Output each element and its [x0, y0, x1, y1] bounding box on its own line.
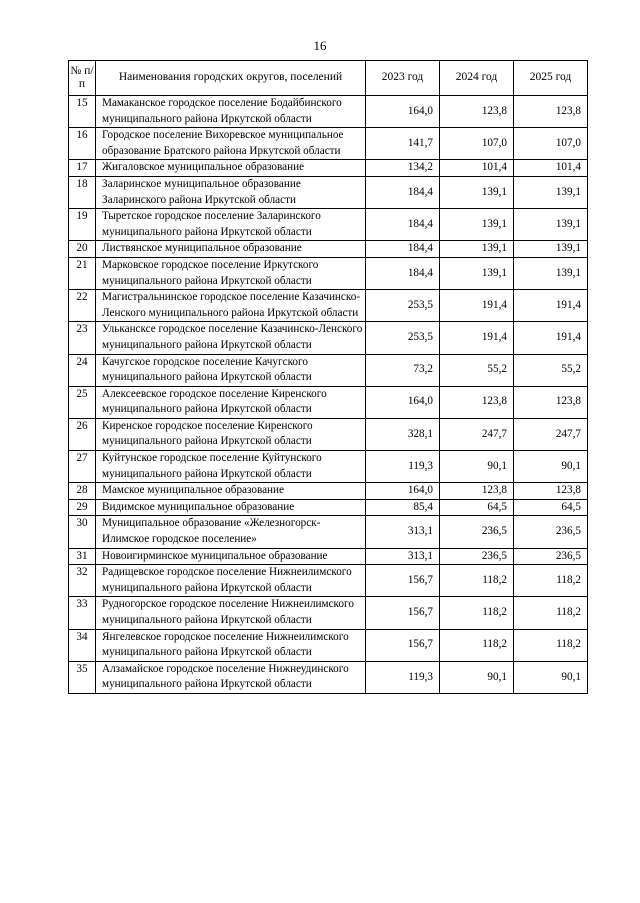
header-name: Наименования городских округов, поселений [96, 61, 366, 96]
value-2023: 119,3 [366, 661, 440, 693]
row-name: Киренское городское поселение Киренского муниципального района Иркутской области [96, 418, 366, 450]
row-number: 24 [69, 354, 96, 386]
row-number: 16 [69, 128, 96, 160]
value-2024: 247,7 [440, 418, 514, 450]
value-2023: 156,7 [366, 597, 440, 629]
table-row [69, 257, 588, 289]
value-2025: 139,1 [514, 241, 588, 258]
row-name: Заларинское муниципальное образование Заларинского района Иркутской области [96, 176, 366, 208]
value-2023: 85,4 [366, 499, 440, 516]
value-2025: 101,4 [514, 160, 588, 177]
value-2025: 90,1 [514, 451, 588, 483]
value-2023: 184,4 [366, 176, 440, 208]
row-name: Алзамайское городское поселение Нижнеудинского муниципального района Иркутской области [96, 661, 366, 693]
value-2024: 236,5 [440, 548, 514, 565]
value-2024: 236,5 [440, 516, 514, 548]
value-2025: 118,2 [514, 565, 588, 597]
row-number: 18 [69, 176, 96, 208]
row-number: 31 [69, 548, 96, 565]
value-2024: 139,1 [440, 241, 514, 258]
value-2024: 90,1 [440, 661, 514, 693]
value-2023: 164,0 [366, 386, 440, 418]
table-row [69, 160, 588, 177]
row-number: 34 [69, 629, 96, 661]
value-2023: 119,3 [366, 451, 440, 483]
row-name: Листвянское муниципальное образование [96, 241, 366, 258]
value-2023: 134,2 [366, 160, 440, 177]
row-name: Рудногорское городское поселение Нижнеилимского муниципального района Иркутской области [96, 597, 366, 629]
value-2025: 123,8 [514, 96, 588, 128]
table-row [69, 209, 588, 241]
table-row [69, 96, 588, 128]
row-number: 17 [69, 160, 96, 177]
row-name: Алексеевское городское поселение Киренского муниципального района Иркутской области [96, 386, 366, 418]
value-2023: 156,7 [366, 565, 440, 597]
value-2025: 139,1 [514, 176, 588, 208]
value-2025: 90,1 [514, 661, 588, 693]
table-row [69, 565, 588, 597]
row-name: Радищевское городское поселение Нижнеилимского муниципального района Иркутской области [96, 565, 366, 597]
row-name: Марковское городское поселение Иркутского муниципального района Иркутской области [96, 257, 366, 289]
table-row [69, 483, 588, 500]
value-2025: 191,4 [514, 322, 588, 354]
value-2024: 118,2 [440, 629, 514, 661]
value-2023: 328,1 [366, 418, 440, 450]
table-row [69, 629, 588, 661]
row-name: Мамаканское городское поселение Бодайбинского муниципального района Иркутской области [96, 96, 366, 128]
row-number: 33 [69, 597, 96, 629]
row-name: Улькансксе городское поселение Казачинско-Ленского муниципального района Иркутской области [96, 322, 366, 354]
header-2024: 2024 год [440, 61, 514, 96]
table-row [69, 322, 588, 354]
value-2023: 184,4 [366, 209, 440, 241]
table-row [69, 241, 588, 258]
row-name: Качугское городское поселение Качугского муниципального района Иркутской области [96, 354, 366, 386]
row-number: 19 [69, 209, 96, 241]
value-2024: 123,8 [440, 386, 514, 418]
value-2025: 191,4 [514, 290, 588, 322]
value-2023: 253,5 [366, 322, 440, 354]
value-2024: 118,2 [440, 565, 514, 597]
row-name: Новоигирминское муниципальное образование [96, 548, 366, 565]
value-2025: 123,8 [514, 483, 588, 500]
row-name: Янгелевское городское поселение Нижнеилимского муниципального района Иркутской области [96, 629, 366, 661]
value-2023: 164,0 [366, 483, 440, 500]
row-number: 35 [69, 661, 96, 693]
value-2025: 64,5 [514, 499, 588, 516]
value-2024: 90,1 [440, 451, 514, 483]
value-2024: 191,4 [440, 322, 514, 354]
row-number: 20 [69, 241, 96, 258]
table-row [69, 386, 588, 418]
row-number: 27 [69, 451, 96, 483]
value-2024: 123,8 [440, 96, 514, 128]
value-2023: 164,0 [366, 96, 440, 128]
table-row [69, 418, 588, 450]
row-number: 32 [69, 565, 96, 597]
header-num: № п/п [69, 61, 96, 96]
header-2023: 2023 год [366, 61, 440, 96]
value-2024: 191,4 [440, 290, 514, 322]
row-number: 23 [69, 322, 96, 354]
row-number: 28 [69, 483, 96, 500]
header-2025: 2025 год [514, 61, 588, 96]
table-row [69, 499, 588, 516]
table-row [69, 176, 588, 208]
row-name: Городское поселение Вихоревское муниципальное образование Братского района Иркутской области [96, 128, 366, 160]
value-2025: 139,1 [514, 257, 588, 289]
value-2024: 139,1 [440, 257, 514, 289]
value-2023: 184,4 [366, 241, 440, 258]
value-2023: 73,2 [366, 354, 440, 386]
row-name: Жигаловское муниципальное образование [96, 160, 366, 177]
value-2024: 55,2 [440, 354, 514, 386]
row-number: 22 [69, 290, 96, 322]
table-row [69, 290, 588, 322]
value-2023: 184,4 [366, 257, 440, 289]
row-number: 29 [69, 499, 96, 516]
value-2024: 101,4 [440, 160, 514, 177]
value-2025: 118,2 [514, 597, 588, 629]
table-row [69, 354, 588, 386]
row-number: 21 [69, 257, 96, 289]
row-name: Муниципальное образование «Железногорск-Илимское городское поселение» [96, 516, 366, 548]
table-row [69, 597, 588, 629]
value-2024: 139,1 [440, 209, 514, 241]
value-2024: 139,1 [440, 176, 514, 208]
row-number: 26 [69, 418, 96, 450]
page-number: 16 [313, 38, 327, 53]
value-2023: 141,7 [366, 128, 440, 160]
row-name: Тыретское городское поселение Заларинского муниципального района Иркутской области [96, 209, 366, 241]
row-number: 30 [69, 516, 96, 548]
row-name: Магистральнинское городское поселение Казачинско-Ленского муниципального района Иркутской области [96, 290, 366, 322]
value-2025: 236,5 [514, 516, 588, 548]
value-2024: 123,8 [440, 483, 514, 500]
table-row [69, 548, 588, 565]
table-body [69, 96, 588, 694]
row-number: 15 [69, 96, 96, 128]
value-2024: 64,5 [440, 499, 514, 516]
value-2025: 236,5 [514, 548, 588, 565]
row-name: Мамское муниципальное образование [96, 483, 366, 500]
value-2025: 118,2 [514, 629, 588, 661]
value-2025: 55,2 [514, 354, 588, 386]
value-2025: 139,1 [514, 209, 588, 241]
table-row [69, 661, 588, 693]
value-2025: 247,7 [514, 418, 588, 450]
table-row [69, 128, 588, 160]
value-2023: 313,1 [366, 548, 440, 565]
table-row [69, 516, 588, 548]
value-2025: 107,0 [514, 128, 588, 160]
table-row [69, 451, 588, 483]
value-2024: 118,2 [440, 597, 514, 629]
row-number: 25 [69, 386, 96, 418]
value-2023: 253,5 [366, 290, 440, 322]
row-name: Видимское муниципальное образование [96, 499, 366, 516]
value-2025: 123,8 [514, 386, 588, 418]
row-name: Куйтунское городское поселение Куйтунского муниципального района Иркутской области [96, 451, 366, 483]
value-2023: 313,1 [366, 516, 440, 548]
table-header-row [69, 61, 588, 96]
value-2024: 107,0 [440, 128, 514, 160]
data-table [68, 60, 588, 694]
value-2023: 156,7 [366, 629, 440, 661]
